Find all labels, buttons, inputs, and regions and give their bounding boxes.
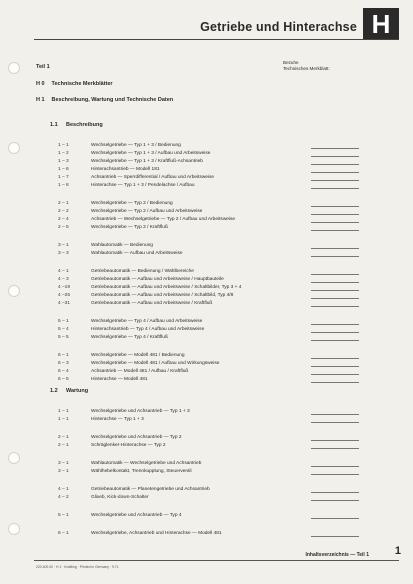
- group-spacer: [58, 424, 222, 434]
- toc-entry: [58, 142, 241, 150]
- group-spacer: [58, 308, 241, 318]
- header-divider: [34, 39, 399, 40]
- entry-title: Wählhebelkontakt, Trennkupplung, Steuerventil: [91, 469, 192, 474]
- page-number: 1: [394, 545, 401, 557]
- group-spacer: [58, 342, 241, 352]
- entry-number: 3 – 1: [58, 243, 69, 248]
- entry-fill-line: [311, 374, 359, 375]
- section-number: 1.2: [50, 388, 58, 394]
- entry-number: 4 – 2: [58, 495, 69, 500]
- toc-entry: [58, 158, 241, 166]
- entry-fill-line: [311, 448, 359, 449]
- toc-entry: [58, 416, 222, 424]
- heading-label: Beschreibung, Wartung und Technische Daten: [51, 97, 174, 103]
- entry-title: Wechselgetriebe — Typ 1 + 3 / Bedienung: [91, 143, 181, 148]
- print-code: 220.400.00 · H 1 · Kraftling · Printed in Germany · 9.71: [36, 565, 119, 569]
- entry-number: 1 – 1: [58, 417, 69, 422]
- entry-number: 1 – 2: [58, 151, 69, 156]
- entry-title: Wechselgetriebe — Typ 2 / Aufbau und Arbeitsweise: [91, 209, 203, 214]
- entry-title: Hinterachse — Typ 1 + 3: [91, 417, 144, 422]
- entry-fill-line: [311, 358, 359, 359]
- entry-title: Achsantrieb — Modell 481 / Aufbau / Kraftfluß: [91, 369, 189, 374]
- entry-title: Achsantrieb — Wechselgetriebe — Typ 2 / Aufbau und Arbeitsweise: [91, 217, 236, 222]
- entry-number: 5 – 5: [58, 335, 69, 340]
- entry-fill-line: [311, 274, 359, 275]
- entry-number: 4 –25: [58, 293, 71, 298]
- entry-number: 4 – 3: [58, 277, 69, 282]
- binder-hole: [8, 452, 20, 464]
- entry-number: 5 – 4: [58, 327, 69, 332]
- entry-title: Getriebeautomatik — Aufbau und Arbeitsweise / Schaltbilder, Typ 3 + 4: [91, 285, 242, 290]
- entry-number: 2 – 1: [58, 435, 69, 440]
- entry-number: 2 – 5: [58, 225, 69, 230]
- entry-number: 3 – 1: [58, 461, 69, 466]
- toc-entry: [58, 360, 241, 368]
- toc-entry: [58, 300, 241, 308]
- entry-number: 1 – 3: [58, 159, 69, 164]
- entry-title: Getriebeautomatik — Aufbau und Arbeitsweise / Schaltbild, Typ 4/8: [91, 293, 234, 298]
- entry-number: 4 – 1: [58, 487, 69, 492]
- toc-entry: [58, 352, 241, 360]
- entry-fill-line: [311, 164, 359, 165]
- entry-title: Hinterachse — Typ 1 + 3 / Pendelachse / Aufbau: [91, 183, 195, 188]
- entry-fill-line: [311, 366, 359, 367]
- group-spacer: [58, 502, 222, 512]
- group-spacer: [58, 476, 222, 486]
- toc-entry: [58, 166, 241, 174]
- toc-entry: [58, 530, 222, 538]
- entry-title: Wechselgetriebe — Typ 2 / Kraftfluß: [91, 225, 168, 230]
- toc-entry: [58, 268, 241, 276]
- entry-title: Wechselgetriebe und Achsantrieb — Typ 1 + 3: [91, 409, 190, 414]
- toc-entry-list: [58, 408, 222, 538]
- entry-fill-line: [311, 256, 359, 257]
- entry-title: Hinterachse — Modell 481: [91, 377, 148, 382]
- toc-entry: [58, 208, 241, 216]
- entry-title: Wechselgetriebe, Achsantrieb und Hinterachse — Modell 481: [91, 531, 222, 536]
- entry-title: Achsantrieb — Sperrdifferential / Aufbau und Arbeitsweise: [91, 175, 215, 180]
- page-title: Getriebe und Hinterachse: [200, 20, 357, 34]
- toc-entry: [58, 174, 241, 182]
- entry-title: Wechselgetriebe und Achsantrieb — Typ 4: [91, 513, 182, 518]
- entry-title: Getriebeautomatik — Bedienung / Wählbereiche: [91, 269, 194, 274]
- entry-title: Getriebeautomatik — Planetengetriebe und Achsantrieb: [91, 487, 210, 492]
- entry-fill-line: [311, 148, 359, 149]
- heading-h1: [36, 97, 173, 103]
- entry-fill-line: [311, 324, 359, 325]
- entry-number: 5 – 1: [58, 319, 69, 324]
- entry-number: 2 – 1: [58, 201, 69, 206]
- entry-fill-line: [311, 188, 359, 189]
- entry-fill-line: [311, 340, 359, 341]
- group-spacer: [58, 258, 241, 268]
- entry-fill-line: [311, 422, 359, 423]
- entry-number: 3 – 1: [58, 469, 69, 474]
- toc-entry-list: [58, 142, 241, 384]
- group-spacer: [58, 190, 241, 200]
- section-label: Beschreibung: [66, 122, 103, 128]
- toc-entry: [58, 368, 241, 376]
- entry-fill-line: [311, 222, 359, 223]
- heading-number: H 1: [36, 97, 45, 103]
- toc-entry: [58, 376, 241, 384]
- entry-title: Wahlautomatik — Bedienung: [91, 243, 153, 248]
- reference-note: Bezuhe Technisches Merkblatt:: [283, 60, 330, 71]
- entry-title: Wahlautomatik — Wechselgetriebe und Achsantrieb: [91, 461, 202, 466]
- entry-title: Wechselgetriebe — Typ 2 / Bedienung: [91, 201, 173, 206]
- toc-entry: [58, 460, 222, 468]
- entry-number: 1 – 6: [58, 167, 69, 172]
- entry-number: 1 – 1: [58, 409, 69, 414]
- footer-divider: [34, 560, 399, 561]
- entry-number: 5 – 1: [58, 513, 69, 518]
- binder-hole: [8, 523, 20, 535]
- entry-number: 2 – 1: [58, 443, 69, 448]
- entry-number: 6 – 3: [58, 361, 69, 366]
- heading-number: H 0: [36, 81, 45, 87]
- heading-label: Technische Merkblätter: [51, 81, 113, 87]
- entry-fill-line: [311, 518, 359, 519]
- toc-entry: [58, 284, 241, 292]
- toc-entry: [58, 216, 241, 224]
- entry-number: 6 – 5: [58, 377, 69, 382]
- toc-entry: [58, 292, 241, 300]
- entry-title: Hinterachsantrieb — Typ 4 / Aufbau und Arbeitsweise: [91, 327, 205, 332]
- entry-fill-line: [311, 332, 359, 333]
- binder-hole: [8, 62, 20, 74]
- entry-fill-line: [311, 282, 359, 283]
- section-heading: [50, 388, 88, 394]
- entry-fill-line: [311, 382, 359, 383]
- entry-title: Getriebeautomatik — Aufbau und Arbeitsweise / Hauptbauteile: [91, 277, 224, 282]
- entry-fill-line: [311, 180, 359, 181]
- toc-entry: [58, 318, 241, 326]
- entry-title: Wechselgetriebe — Modell 481 / Bedienung: [91, 353, 185, 358]
- toc-entry: [58, 334, 241, 342]
- section-heading: [50, 122, 103, 128]
- entry-number: 1 – 1: [58, 143, 69, 148]
- entry-fill-line: [311, 500, 359, 501]
- entry-title: Wechselgetriebe und Achsantrieb — Typ 2: [91, 435, 182, 440]
- toc-entry: [58, 224, 241, 232]
- entry-title: Wechselgetriebe — Modell 481 / Aufbau und Wirkungsweise: [91, 361, 220, 366]
- group-spacer: [58, 450, 222, 460]
- entry-title: Hinterachsantrieb — Modell 181: [91, 167, 160, 172]
- toc-entry: [58, 326, 241, 334]
- entry-fill-line: [311, 214, 359, 215]
- toc-entry: [58, 468, 222, 476]
- entry-number: 4 – 1: [58, 269, 69, 274]
- entry-number: 4 –31: [58, 301, 71, 306]
- entry-number: 6 – 4: [58, 369, 69, 374]
- entry-number: 2 – 4: [58, 217, 69, 222]
- section-number: 1.1: [50, 122, 58, 128]
- toc-entry: [58, 434, 222, 442]
- binder-hole: [8, 142, 20, 154]
- entry-fill-line: [311, 290, 359, 291]
- group-spacer: [58, 232, 241, 242]
- toc-entry: [58, 150, 241, 158]
- entry-fill-line: [311, 172, 359, 173]
- toc-entry: [58, 182, 241, 190]
- footer-summary: Inhaltsverzeichnis — Teil 1: [305, 552, 369, 558]
- toc-entry: [58, 200, 241, 208]
- entry-fill-line: [311, 206, 359, 207]
- toc-entry: [58, 486, 222, 494]
- entry-title: Wechselgetriebe — Typ 4 / Kraftfluß: [91, 335, 168, 340]
- toc-entry: [58, 408, 222, 416]
- entry-fill-line: [311, 414, 359, 415]
- entry-fill-line: [311, 536, 359, 537]
- heading-h0: [36, 81, 113, 87]
- group-spacer: [58, 520, 222, 530]
- entry-title: Wechselgetriebe — Typ 1 + 3 / Aufbau und Arbeitsweise: [91, 151, 211, 156]
- part-label: Teil 1: [36, 64, 50, 70]
- entry-title: Schräglenker-Hinterachse — Typ 2: [91, 443, 166, 448]
- entry-title: Wahlautomatik — Aufbau und Arbeitsweise: [91, 251, 183, 256]
- entry-number: 1 – 8: [58, 183, 69, 188]
- toc-entry: [58, 276, 241, 284]
- entry-fill-line: [311, 440, 359, 441]
- toc-entry: [58, 442, 222, 450]
- entry-fill-line: [311, 156, 359, 157]
- entry-fill-line: [311, 298, 359, 299]
- toc-entry: [58, 250, 241, 258]
- entry-fill-line: [311, 492, 359, 493]
- entry-fill-line: [311, 306, 359, 307]
- toc-entry: [58, 512, 222, 520]
- toc-entry: [58, 494, 222, 502]
- toc-entry: [58, 242, 241, 250]
- entry-fill-line: [311, 248, 359, 249]
- entry-number: 4 –19: [58, 285, 71, 290]
- entry-fill-line: [311, 466, 359, 467]
- entry-number: 6 – 1: [58, 353, 69, 358]
- entry-title: Getriebeautomatik — Aufbau und Arbeitsweise / Kraftfluß: [91, 301, 213, 306]
- entry-fill-line: [311, 230, 359, 231]
- entry-title: Glixeb, Kick-down-Schalter: [91, 495, 149, 500]
- chapter-letter-badge: H: [363, 8, 399, 40]
- entry-number: 6 – 1: [58, 531, 69, 536]
- entry-title: Wechselgetriebe — Typ 4 / Aufbau und Arbeitsweise: [91, 319, 203, 324]
- binder-hole: [8, 285, 20, 297]
- entry-number: 1 – 7: [58, 175, 69, 180]
- entry-number: 3 – 3: [58, 251, 69, 256]
- entry-number: 2 – 2: [58, 209, 69, 214]
- entry-title: Wechselgetriebe — Typ 1 + 3 / Kraftfluß-Achsantrieb: [91, 159, 203, 164]
- entry-fill-line: [311, 474, 359, 475]
- section-label: Wartung: [66, 388, 89, 394]
